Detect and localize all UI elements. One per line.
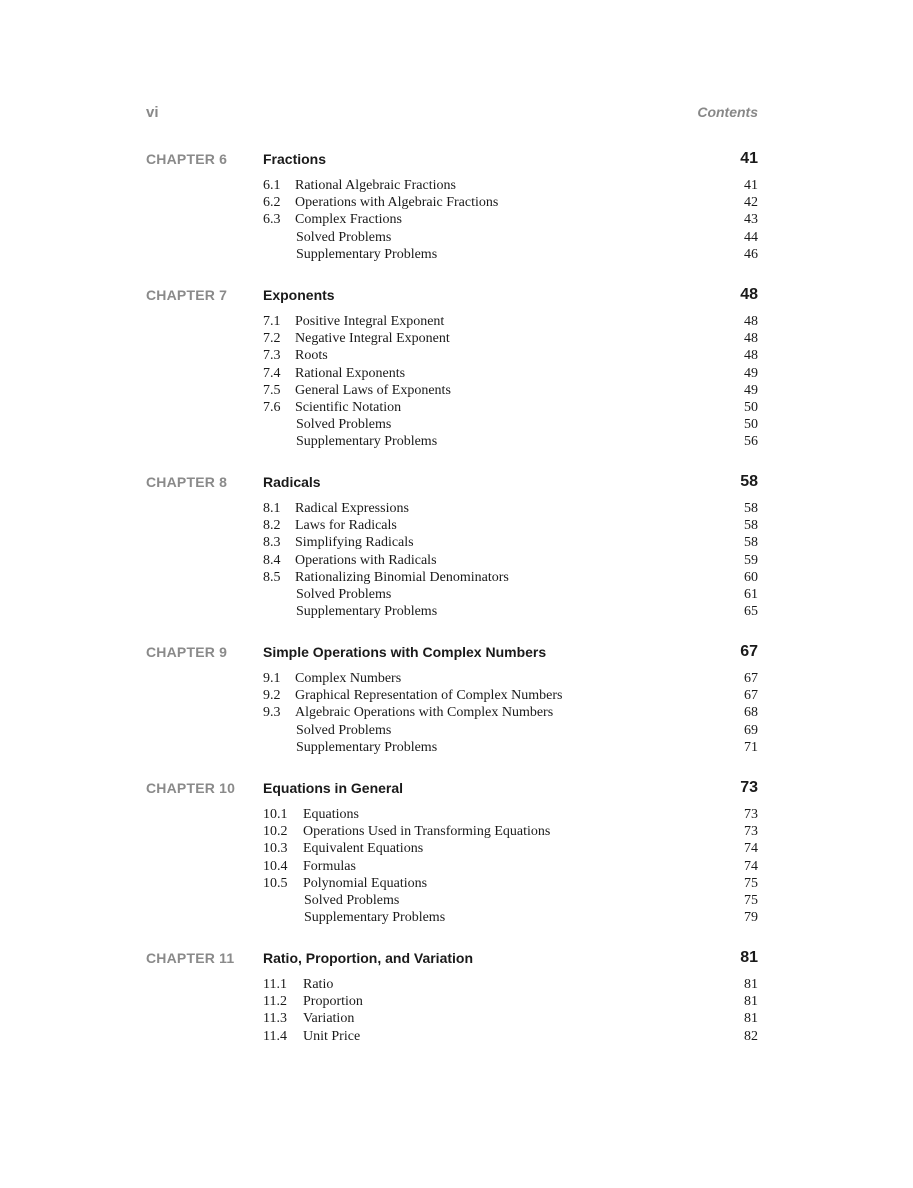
section-title: Rational Exponents bbox=[295, 365, 406, 381]
section-page-number: 59 bbox=[744, 552, 758, 568]
section-title: Variation bbox=[303, 1011, 355, 1027]
section-page-number: 44 bbox=[744, 229, 758, 245]
toc-entry[interactable] bbox=[0, 1010, 913, 1027]
section-page-number: 82 bbox=[744, 1028, 758, 1044]
section-page-number: 69 bbox=[744, 722, 758, 738]
toc-entry[interactable] bbox=[0, 313, 913, 330]
section-title: Supplementary Problems bbox=[296, 604, 438, 620]
toc-entry[interactable] bbox=[0, 670, 913, 687]
section-page-number: 81 bbox=[744, 977, 758, 992]
chapter-page-number: 67 bbox=[740, 643, 758, 660]
section-page-number: 61 bbox=[744, 586, 758, 602]
chapter-section bbox=[0, 950, 913, 1045]
section-number: 6.2 bbox=[263, 195, 281, 211]
chapter-label: CHAPTER 7 bbox=[146, 287, 228, 303]
section-title: Laws for Radicals bbox=[295, 518, 397, 534]
toc-entry-problems[interactable] bbox=[0, 246, 913, 263]
section-page-number: 49 bbox=[744, 365, 758, 381]
section-title: Solved Problems bbox=[296, 722, 392, 738]
chapter-heading[interactable] bbox=[0, 780, 913, 804]
section-number: 9.3 bbox=[263, 705, 281, 721]
section-number: 10.3 bbox=[263, 841, 288, 857]
section-title: Graphical Representation of Complex Numbers bbox=[295, 688, 563, 704]
page-number: vi bbox=[146, 104, 159, 121]
toc-entry[interactable] bbox=[0, 177, 913, 194]
section-title: Negative Integral Exponent bbox=[295, 331, 450, 347]
section-title: Positive Integral Exponent bbox=[295, 314, 445, 329]
section-page-number: 48 bbox=[744, 331, 758, 347]
chapter-label: CHAPTER 6 bbox=[146, 151, 228, 167]
section-title: Unit Price bbox=[303, 1028, 361, 1044]
toc-entry[interactable] bbox=[0, 687, 913, 704]
section-page-number: 58 bbox=[744, 518, 758, 534]
chapter-page-number: 58 bbox=[740, 473, 758, 490]
section-number: 7.1 bbox=[263, 314, 281, 329]
section-number: 9.1 bbox=[263, 671, 281, 686]
section-title: Operations Used in Transforming Equations bbox=[303, 824, 551, 840]
chapter-label: CHAPTER 9 bbox=[146, 644, 228, 660]
chapter-page-number: 73 bbox=[740, 779, 758, 796]
chapter-heading[interactable] bbox=[0, 474, 913, 498]
section-title: Solved Problems bbox=[296, 417, 392, 433]
section-title: Ratio bbox=[303, 977, 334, 992]
section-title: Rational Algebraic Fractions bbox=[295, 178, 456, 193]
section-page-number: 75 bbox=[744, 892, 758, 908]
section-title: Supplementary Problems bbox=[296, 739, 438, 755]
section-title: Solved Problems bbox=[304, 892, 400, 908]
chapter-title: Equations in General bbox=[263, 780, 404, 796]
section-page-number: 67 bbox=[744, 671, 758, 686]
toc-entry[interactable] bbox=[0, 976, 913, 993]
section-number: 10.5 bbox=[263, 875, 288, 891]
section-number: 11.1 bbox=[263, 977, 287, 992]
chapter-label: CHAPTER 10 bbox=[146, 780, 236, 796]
section-page-number: 81 bbox=[744, 1011, 758, 1027]
chapter-heading[interactable] bbox=[0, 151, 913, 175]
section-page-number: 49 bbox=[744, 382, 758, 398]
section-number: 7.5 bbox=[263, 382, 281, 398]
section-number: 6.3 bbox=[263, 212, 281, 228]
toc-entry[interactable] bbox=[0, 823, 913, 840]
section-page-number: 46 bbox=[744, 246, 758, 262]
section-number: 11.4 bbox=[263, 1028, 287, 1044]
toc-entry[interactable] bbox=[0, 194, 913, 211]
section-page-number: 71 bbox=[744, 739, 758, 755]
toc-entry-problems[interactable] bbox=[0, 739, 913, 756]
toc-entry[interactable] bbox=[0, 806, 913, 823]
toc-entry[interactable] bbox=[0, 704, 913, 721]
section-title: Complex Numbers bbox=[295, 671, 402, 686]
chapter-section bbox=[0, 644, 913, 756]
section-title: Solved Problems bbox=[296, 586, 392, 602]
toc-entry-problems[interactable] bbox=[0, 229, 913, 246]
section-number: 7.3 bbox=[263, 348, 281, 364]
toc-entry[interactable] bbox=[0, 534, 913, 551]
chapter-section bbox=[0, 474, 913, 620]
toc-entry[interactable] bbox=[0, 365, 913, 382]
section-page-number: 67 bbox=[744, 688, 758, 704]
section-page-number: 48 bbox=[744, 314, 758, 329]
chapter-page-number: 81 bbox=[740, 949, 758, 966]
toc-entry[interactable] bbox=[0, 858, 913, 875]
section-title: Operations with Radicals bbox=[295, 552, 437, 568]
section-title: Equations bbox=[303, 807, 359, 822]
chapter-label: CHAPTER 8 bbox=[146, 474, 228, 490]
section-list bbox=[0, 500, 913, 620]
section-page-number: 58 bbox=[744, 535, 758, 551]
toc-entry-problems[interactable] bbox=[0, 722, 913, 739]
section-title: Supplementary Problems bbox=[296, 246, 438, 262]
section-title: Polynomial Equations bbox=[303, 875, 428, 891]
running-header: Contents bbox=[697, 104, 758, 120]
chapter-title: Ratio, Proportion, and Variation bbox=[263, 950, 474, 966]
chapter-section bbox=[0, 287, 913, 451]
section-title: Equivalent Equations bbox=[303, 841, 424, 857]
section-number: 8.3 bbox=[263, 535, 281, 551]
section-title: General Laws of Exponents bbox=[295, 382, 451, 398]
section-number: 8.5 bbox=[263, 569, 281, 585]
toc-entry-problems[interactable] bbox=[0, 416, 913, 433]
section-number: 6.1 bbox=[263, 178, 281, 193]
section-title: Radical Expressions bbox=[295, 501, 409, 516]
section-page-number: 56 bbox=[744, 434, 758, 450]
toc-entry[interactable] bbox=[0, 875, 913, 892]
section-number: 9.2 bbox=[263, 688, 281, 704]
toc-entry[interactable] bbox=[0, 399, 913, 416]
section-page-number: 42 bbox=[744, 195, 758, 211]
chapter-page-number: 41 bbox=[740, 150, 758, 167]
section-page-number: 74 bbox=[744, 841, 758, 857]
section-page-number: 43 bbox=[744, 212, 758, 228]
section-number: 8.2 bbox=[263, 518, 281, 534]
section-title: Algebraic Operations with Complex Numbers bbox=[295, 705, 554, 721]
section-number: 7.6 bbox=[263, 399, 281, 415]
section-page-number: 50 bbox=[744, 417, 758, 433]
section-list bbox=[0, 313, 913, 451]
section-number: 7.4 bbox=[263, 365, 281, 381]
toc-entry[interactable] bbox=[0, 552, 913, 569]
section-page-number: 74 bbox=[744, 858, 758, 874]
toc-entry[interactable] bbox=[0, 382, 913, 399]
toc-entry-problems[interactable] bbox=[0, 433, 913, 450]
toc-entry[interactable] bbox=[0, 347, 913, 364]
toc-entry-problems[interactable] bbox=[0, 586, 913, 603]
section-page-number: 41 bbox=[744, 178, 758, 193]
section-page-number: 60 bbox=[744, 569, 758, 585]
section-title: Roots bbox=[295, 348, 328, 364]
chapter-page-number: 48 bbox=[740, 286, 758, 303]
section-number: 11.2 bbox=[263, 994, 287, 1010]
chapter-section bbox=[0, 780, 913, 926]
chapter-section bbox=[0, 151, 913, 263]
toc-entry[interactable] bbox=[0, 840, 913, 857]
chapter-title: Fractions bbox=[263, 151, 327, 167]
toc-entry-problems[interactable] bbox=[0, 892, 913, 909]
section-title: Solved Problems bbox=[296, 229, 392, 245]
toc-entry-problems[interactable] bbox=[0, 603, 913, 620]
section-page-number: 79 bbox=[744, 910, 758, 926]
section-title: Simplifying Radicals bbox=[295, 535, 414, 551]
section-page-number: 81 bbox=[744, 994, 758, 1010]
toc-entry[interactable] bbox=[0, 569, 913, 586]
toc-entry[interactable] bbox=[0, 211, 913, 228]
chapter-title: Exponents bbox=[263, 287, 335, 303]
toc-entry[interactable] bbox=[0, 1028, 913, 1045]
section-number: 8.4 bbox=[263, 552, 281, 568]
toc-entry[interactable] bbox=[0, 993, 913, 1010]
section-page-number: 68 bbox=[744, 705, 758, 721]
section-title: Complex Fractions bbox=[295, 212, 402, 228]
chapter-title: Radicals bbox=[263, 474, 321, 490]
chapter-heading[interactable] bbox=[0, 287, 913, 311]
section-list bbox=[0, 976, 913, 1045]
chapter-title: Simple Operations with Complex Numbers bbox=[263, 644, 547, 660]
section-page-number: 73 bbox=[744, 807, 758, 822]
section-page-number: 75 bbox=[744, 875, 758, 891]
section-title: Operations with Algebraic Fractions bbox=[295, 195, 499, 211]
section-number: 10.2 bbox=[263, 824, 288, 840]
section-list bbox=[0, 806, 913, 926]
section-title: Proportion bbox=[303, 994, 363, 1010]
chapter-heading[interactable] bbox=[0, 950, 913, 974]
toc-entry[interactable] bbox=[0, 330, 913, 347]
section-title: Supplementary Problems bbox=[296, 434, 438, 450]
section-title: Formulas bbox=[303, 858, 356, 874]
section-number: 7.2 bbox=[263, 331, 281, 347]
chapter-heading[interactable] bbox=[0, 644, 913, 668]
section-title: Scientific Notation bbox=[295, 399, 402, 415]
section-list bbox=[0, 670, 913, 756]
section-number: 10.1 bbox=[263, 807, 288, 822]
section-page-number: 73 bbox=[744, 824, 758, 840]
toc-entry[interactable] bbox=[0, 500, 913, 517]
section-page-number: 58 bbox=[744, 501, 758, 516]
section-list bbox=[0, 177, 913, 263]
section-page-number: 50 bbox=[744, 399, 758, 415]
section-page-number: 48 bbox=[744, 348, 758, 364]
section-number: 11.3 bbox=[263, 1011, 287, 1027]
section-number: 8.1 bbox=[263, 501, 281, 516]
section-number: 10.4 bbox=[263, 858, 288, 874]
section-title: Supplementary Problems bbox=[304, 910, 446, 926]
toc-entry[interactable] bbox=[0, 517, 913, 534]
section-title: Rationalizing Binomial Denominators bbox=[295, 569, 509, 585]
toc-entry-problems[interactable] bbox=[0, 909, 913, 926]
chapter-label: CHAPTER 11 bbox=[146, 950, 235, 966]
section-page-number: 65 bbox=[744, 604, 758, 620]
